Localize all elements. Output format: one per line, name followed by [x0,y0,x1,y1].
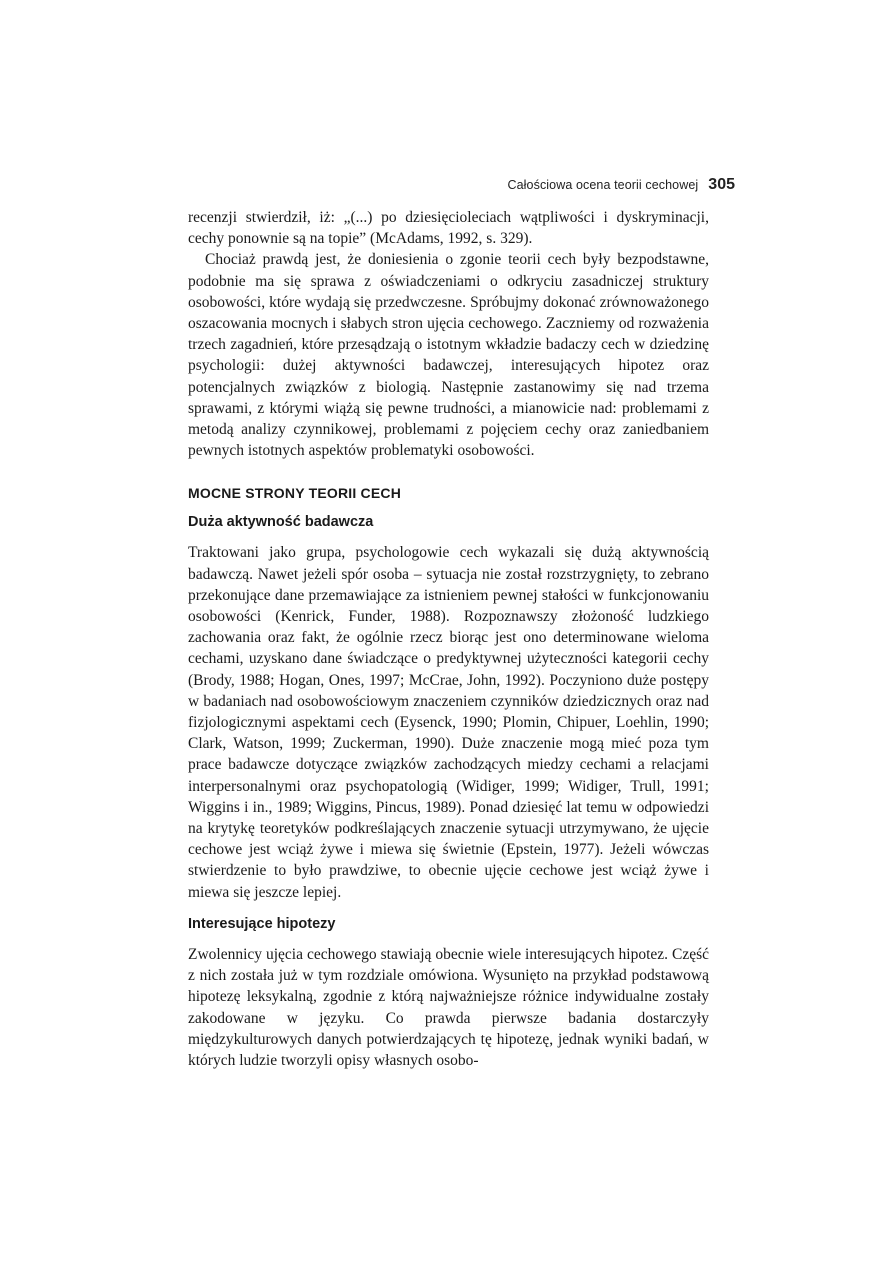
paragraph-interesting-hypotheses: Zwolennicy ujęcia cechowego stawiają obecnie wiele interesujących hipotez. Część z nich została już w tym rozdziale omówiona. Wysunięto na przykład podstawową hipotezę leksykalną, zgodnie z którą najważniejsze różnice indywidualne zostały zakodowane w języku. Co prawda pierwsze badania dostarczyły międzykulturowych danych potwierdzających tę hipotezę, jednak wyniki badań, w których ludzie tworzyli opisy własnych osobo- [188,945,709,1069]
section-heading: MOCNE STRONY TEORII CECH [188,485,402,502]
paragraph-continuation: recenzji stwierdził, iż: „(...) po dziesięcioleciach wątpliwości i dyskryminacji, cechy ponownie są na topie” (McAdams, 1992, s. 329). [188,209,709,248]
subheading-research-activity: Duża aktywność badawcza [188,514,374,531]
running-head-title: Całościowa ocena teorii cechowej [507,178,699,192]
running-head [507,176,735,194]
page-body [188,207,709,1071]
page-number: 305 [708,176,735,193]
paragraph-research-activity: Traktowani jako grupa, psychologowie cech wykazali się dużą aktywnością badawczą. Nawet jeżeli spór osoba – sytuacja nie został rozstrzygnięty, to zebrano przekonujące dane przemawiające za istnieniem pewnej stałości w funkcjonowaniu osobowości (Kenrick, Funder, 1988). Rozpoznawszy złożoność ludzkiego zachowania oraz fakt, że ogólnie rzecz biorąc jest ono determinowane wieloma cechami, uzyskano dane świadczące o predyktywnej użyteczności kategorii cechy (Brody, 1988; Hogan, Ones, 1997; McCrae, John, 1992). Poczyniono duże postępy w badaniach nad osobowościowym znaczeniem czynników dziedzicznych oraz nad fizjologicznymi aspektami cech (Eysenck, 1990; Plomin, Chipuer, Loehlin, 1990; Clark, Watson, 1999; Zuckerman, 1990). Duże znaczenie mogą mieć poza tym prace badawcze dotyczące związków zachodzących miedzy cechami a relacjami interpersonalnymi oraz psychopatologią (Widiger, 1999; Widiger, Trull, 1991; Wiggins i in., 1989; Wiggins, Pincus, 1989). Ponad dziesięć lat temu w odpowiedzi na krytykę teoretyków podkreślających znaczenie sytuacji utrzymywano, że ujęcie cechowe jest wciąż żywe i miewa się świetnie (Epstein, 1977). Jeżeli wówczas stwierdzenie to było prawdziwe, to obecnie ujęcie cechowe jest wciąż żywe i miewa się jeszcze lepiej. [188,544,709,901]
subheading-interesting-hypotheses: Interesujące hipotezy [188,915,336,932]
paragraph-intro: Chociaż prawdą jest, że doniesienia o zgonie teorii cech były bezpodstawne, podobnie ma się sprawa z oświadczeniami o odkryciu zasadniczej struktury osobowości, które wydają się przedwczesne. Spróbujmy dokonać zrównoważonego oszacowania mocnych i słabych stron ujęcia cechowego. Zaczniemy od rozważenia trzech zagadnień, które przesądzają o istotnym wkładzie badaczy cech w dziedzinę psychologii: dużej aktywności badawczej, interesujących hipotez oraz potencjalnych związków z biologią. Następnie zastanowimy się nad trzema sprawami, z którymi wiążą się pewne trudności, a mianowicie nad: problemami z metodą analizy czynnikowej, problemami z pojęciem cechy oraz zaniedbaniem pewnych istotnych aspektów problematyki osobowości. [188,251,709,460]
